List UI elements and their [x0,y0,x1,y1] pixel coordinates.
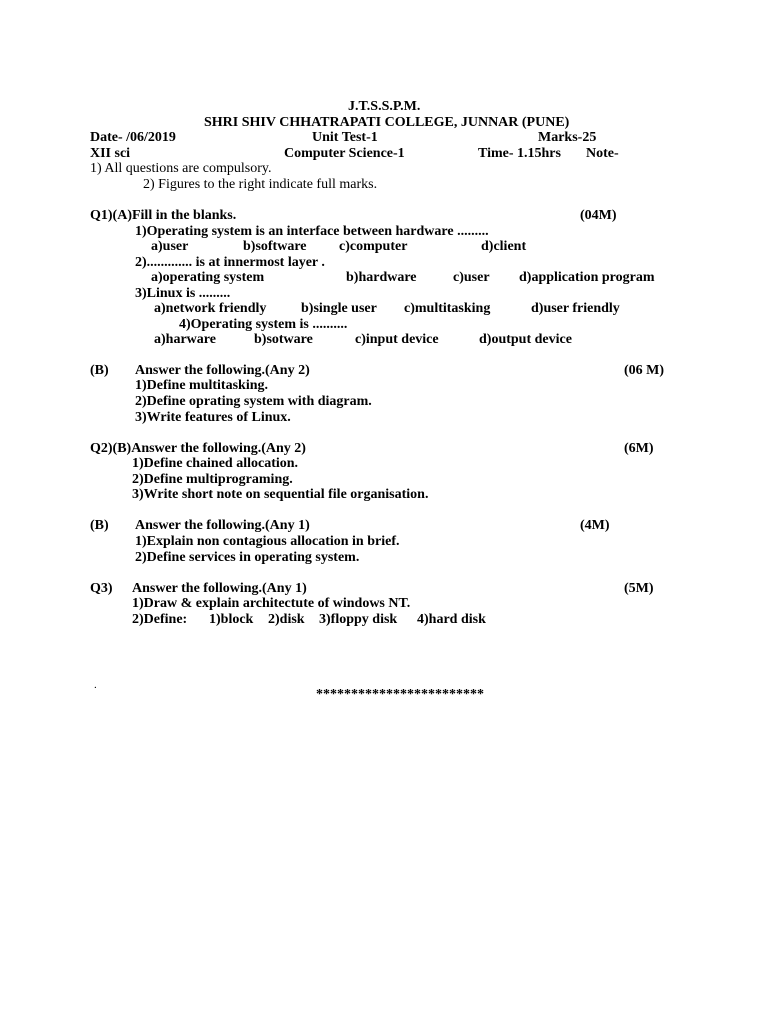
q1b-item-3: 3)Write features of Linux. [135,410,291,425]
option-b: b)single user [301,301,377,316]
total-marks: Marks-25 [538,130,597,145]
option-a: a)user [151,239,189,254]
q1a-item-2: 2)............. is at innermost layer . [135,255,325,270]
test-name: Unit Test-1 [312,130,378,145]
q1a-item-1: 1)Operating system is an interface between hardware ......... [135,224,489,239]
subject-name: Computer Science-1 [284,146,405,161]
q2b-marks: (6M) [624,441,654,456]
option-c: c)input device [355,332,439,347]
q3-label: Q3) [90,581,113,596]
option-a: a)network friendly [154,301,267,316]
option-c: c)multitasking [404,301,491,316]
q2b-item-3: 3)Write short note on sequential file organisation. [132,487,429,502]
q1a-item-3: 3)Linux is ......... [135,286,231,301]
q1b-heading: Answer the following.(Any 2) [135,363,310,378]
footer-dot: . [94,679,97,691]
option-b: b)sotware [254,332,313,347]
option-d: d)output device [479,332,572,347]
option-c: c)computer [339,239,408,254]
q2b2-item-1: 1)Explain non contagious allocation in brief. [135,534,400,549]
option-d: d)user friendly [531,301,620,316]
q3-define-part: 3)floppy disk [319,612,398,627]
q1a-item-4: 4)Operating system is .......... [179,317,348,332]
q3-define-label: 2)Define: [132,612,188,627]
exam-date: Date- /06/2019 [90,130,176,145]
q1b-marks: (06 M) [624,363,665,378]
org-name: J.T.S.S.P.M. [348,99,421,114]
q1b-item-1: 1)Define multitasking. [135,378,268,393]
college-name: SHRI SHIV CHHATRAPATI COLLEGE, JUNNAR (PUNE) [204,115,570,130]
note-label: Note- [586,146,619,161]
q2b-item-2: 2)Define multiprograming. [132,472,293,487]
end-marker: ************************ [316,687,484,702]
q2b-item-1: 1)Define chained allocation. [132,456,299,471]
instruction-1: 1) All questions are compulsory. [90,161,272,176]
option-b: b)hardware [346,270,417,285]
class-name: XII sci [90,146,131,161]
q2b2-marks: (4M) [580,518,610,533]
q1a-heading: Q1)(A)Fill in the blanks. [90,208,237,223]
q3-marks: (5M) [624,581,654,596]
option-d: d)client [481,239,527,254]
option-c: c)user [453,270,490,285]
q2b2-item-2: 2)Define services in operating system. [135,550,360,565]
q3-define-part: 2)disk [268,612,305,627]
q3-heading: Answer the following.(Any 1) [132,581,307,596]
q2b2-heading: Answer the following.(Any 1) [135,518,310,533]
q1b-item-2: 2)Define oprating system with diagram. [135,394,372,409]
option-b: b)software [243,239,307,254]
q3-define-part: 1)block [209,612,254,627]
q3-define-part: 4)hard disk [417,612,486,627]
option-d: d)application program [519,270,655,285]
time-duration: Time- 1.15hrs [478,146,561,161]
instruction-2: 2) Figures to the right indicate full marks. [143,177,378,192]
q3-item-1: 1)Draw & explain architectute of windows NT. [132,596,411,611]
option-a: a)harware [154,332,216,347]
q1b-label: (B) [90,363,109,378]
q1a-marks: (04M) [580,208,617,223]
q2b-heading: Q2)(B)Answer the following.(Any 2) [90,441,306,456]
option-a: a)operating system [151,270,265,285]
q2b2-label: (B) [90,518,109,533]
